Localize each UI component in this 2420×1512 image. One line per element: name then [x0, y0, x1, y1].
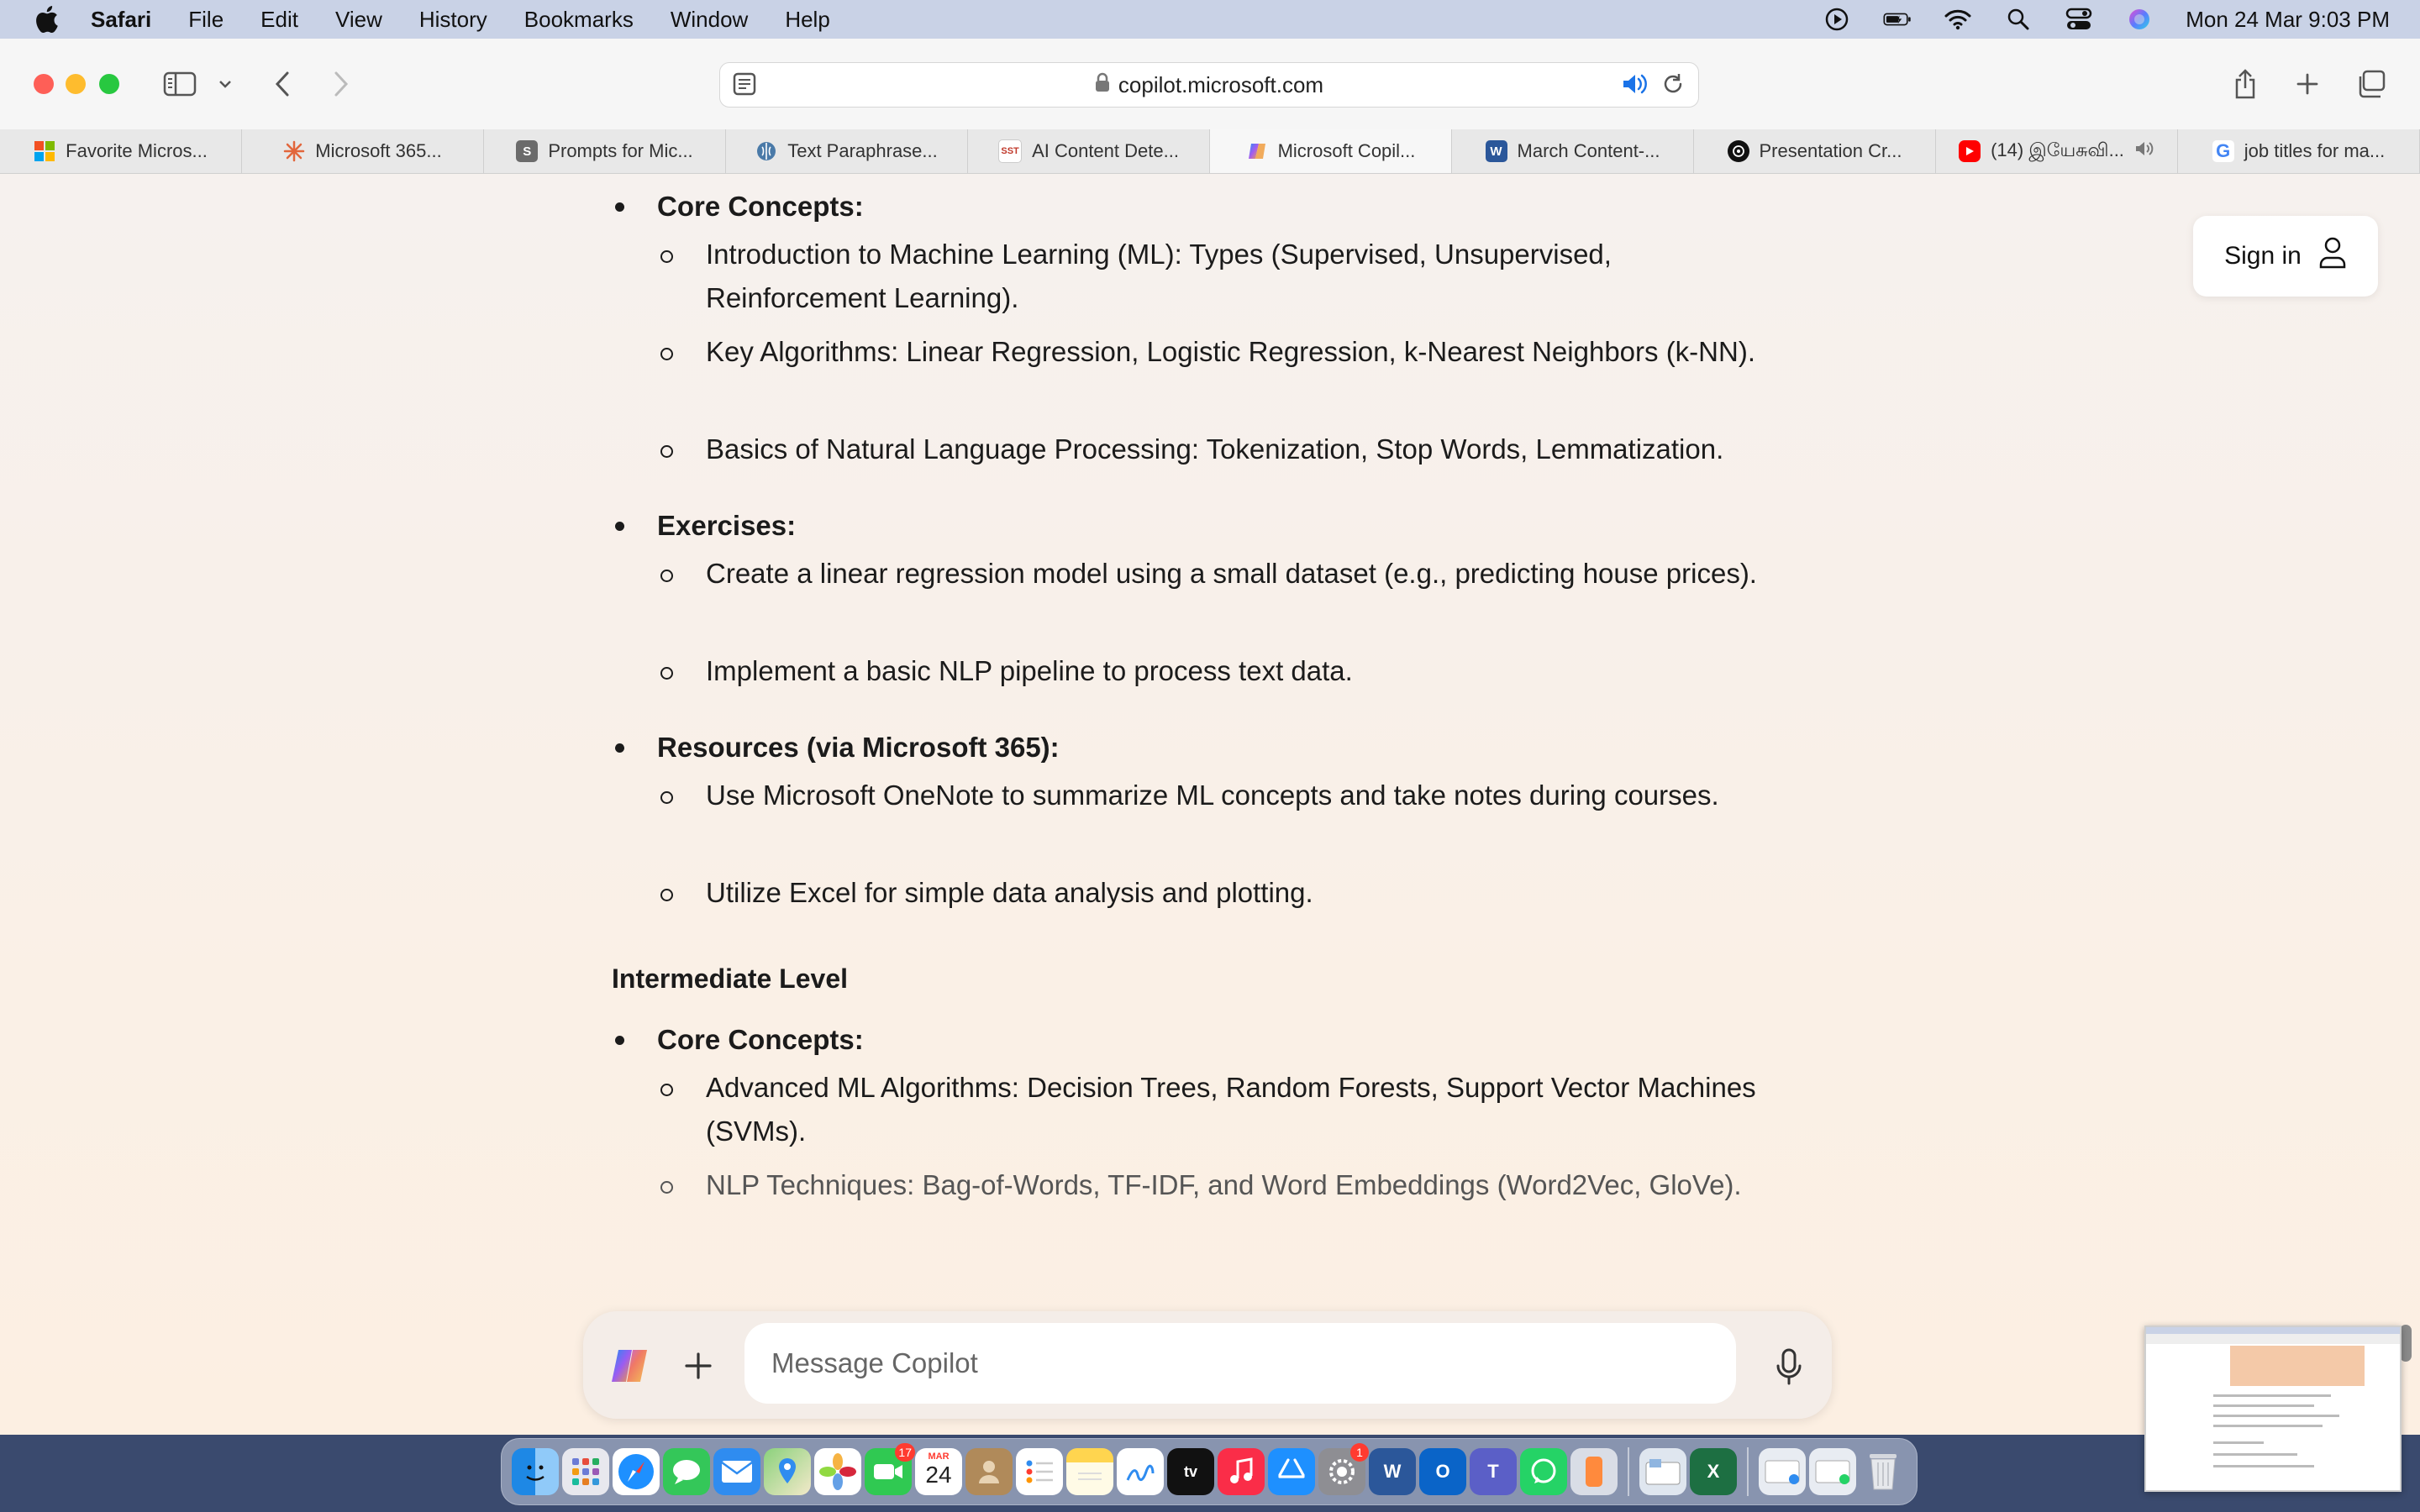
tab-youtube[interactable]: [1936, 129, 2178, 173]
sub-bullet: [660, 570, 673, 582]
tab-bar: [0, 129, 2420, 174]
documents-stack-icon[interactable]: [1809, 1448, 1856, 1495]
sidebar-toggle-icon[interactable]: [161, 66, 198, 102]
chevron-down-icon[interactable]: [215, 66, 235, 102]
siri-icon[interactable]: [2125, 7, 2154, 32]
thumb-line: [2213, 1415, 2339, 1417]
dock-separator: [1747, 1447, 1749, 1496]
trash-icon[interactable]: [1860, 1448, 1907, 1495]
brain-icon: [755, 140, 777, 162]
apple-tv-icon[interactable]: tv: [1167, 1448, 1214, 1495]
list-item-text: Key Algorithms: Linear Regression, Logistic Regression, k-Nearest Neighbors (k-NN).: [706, 336, 1755, 367]
mail-icon[interactable]: [713, 1448, 760, 1495]
tab-label: job titles for ma...: [2244, 140, 2386, 161]
downloads-stack-icon[interactable]: [1759, 1448, 1806, 1495]
sub-bullet: [660, 667, 673, 680]
tab-prompts[interactable]: [484, 129, 726, 173]
tab-audio-icon[interactable]: [1621, 72, 1648, 102]
bullet-dot: [615, 743, 624, 753]
zoom-window-button[interactable]: [99, 74, 119, 94]
browser-toolbar: [0, 39, 2420, 130]
tab-label: Favorite Micros...: [66, 140, 208, 161]
list-item: [706, 649, 1798, 693]
sub-bullet: [660, 348, 673, 360]
tab-label: Microsoft 365...: [315, 140, 442, 161]
music-icon[interactable]: [1218, 1448, 1265, 1495]
facetime-icon[interactable]: [865, 1448, 912, 1495]
tab-march-content[interactable]: [1452, 129, 1694, 173]
safari-icon[interactable]: [613, 1448, 660, 1495]
finder-icon[interactable]: [512, 1448, 559, 1495]
tab-label: (14) இயேசுவி...: [1991, 139, 2124, 160]
apple-menu-icon[interactable]: [34, 5, 59, 34]
list-item: [706, 428, 1815, 471]
tab-label: Microsoft Copil...: [1277, 140, 1416, 161]
bullet-title: Core Concepts:: [657, 191, 864, 222]
list-item-text: Advanced ML Algorithms: Decision Trees, Random Forests, Support Vector Machines (SVMs).: [706, 1072, 1756, 1147]
excel-icon[interactable]: X: [1690, 1448, 1737, 1495]
bullet-dot: [615, 1036, 624, 1045]
play-status-icon[interactable]: [1823, 7, 1851, 32]
tab-microsoft-copilot[interactable]: [1210, 129, 1452, 173]
microsoft-logo-icon: [34, 140, 55, 162]
forward-button[interactable]: [326, 66, 356, 102]
message-composer: [583, 1311, 1832, 1419]
openai-icon: [1728, 140, 1749, 162]
sub-bullet: [660, 791, 673, 804]
app-store-icon[interactable]: [1268, 1448, 1315, 1495]
google-icon: G: [2212, 140, 2234, 162]
menu-edit[interactable]: Edit: [260, 6, 298, 32]
sub-bullet: [660, 250, 673, 263]
microphone-button[interactable]: [1768, 1343, 1810, 1390]
calendar-month: MAR: [928, 1452, 950, 1462]
list-item: [706, 871, 1798, 915]
bullet-title: Resources (via Microsoft 365):: [657, 732, 1060, 763]
list-item: [706, 774, 1798, 817]
menu-window[interactable]: Window: [670, 6, 749, 32]
control-center-icon[interactable]: [2065, 7, 2093, 32]
close-window-button[interactable]: [34, 74, 54, 94]
launchpad-icon[interactable]: [562, 1448, 609, 1495]
minimize-window-button[interactable]: [66, 74, 86, 94]
safari-window: [0, 39, 2420, 1435]
spotlight-search-icon[interactable]: [2004, 7, 2033, 32]
teams-icon[interactable]: T: [1470, 1448, 1517, 1495]
youtube-icon: [1959, 140, 1981, 162]
sign-in-button[interactable]: [2193, 216, 2378, 297]
list-item-text: Introduction to Machine Learning (ML): Types (Supervised, Unsupervised, Reinforcement Learning).: [706, 239, 1612, 313]
list-item-text: Utilize Excel for simple data analysis and plotting.: [706, 877, 1313, 908]
tab-label: Text Paraphrase...: [787, 140, 938, 161]
menubar-clock[interactable]: Mon 24 Mar 9:03 PM: [2186, 6, 2390, 32]
back-button[interactable]: [267, 66, 297, 102]
tab-label: AI Content Dete...: [1032, 140, 1179, 161]
lock-icon: [1095, 72, 1110, 98]
tab-presentation[interactable]: [1694, 129, 1936, 173]
list-item: [706, 233, 1798, 320]
copilot-logo-icon[interactable]: [608, 1345, 650, 1387]
sub-bullet: [660, 889, 673, 901]
new-tab-icon[interactable]: [2292, 66, 2323, 102]
whatsapp-icon[interactable]: [1520, 1448, 1567, 1495]
calendar-icon[interactable]: [915, 1448, 962, 1495]
sign-in-label: Sign in: [2224, 242, 2302, 270]
user-icon: [2318, 236, 2347, 276]
add-attachment-button[interactable]: [677, 1345, 719, 1387]
messages-icon[interactable]: [663, 1448, 710, 1495]
freeform-icon[interactable]: [1117, 1448, 1164, 1495]
menu-view[interactable]: View: [334, 6, 382, 32]
reload-icon[interactable]: [1661, 72, 1685, 102]
message-input[interactable]: [744, 1323, 1736, 1404]
list-item-text: Implement a basic NLP pipeline to process text data.: [706, 655, 1353, 686]
tab-overview-icon[interactable]: [2354, 66, 2388, 102]
maps-icon[interactable]: [764, 1448, 811, 1495]
iphone-mirroring-icon[interactable]: [1570, 1448, 1618, 1495]
copilot-page: [0, 174, 2420, 1435]
calendar-day: 24: [925, 1462, 952, 1488]
thumb-line: [2213, 1404, 2314, 1407]
tab-label: Presentation Cr...: [1759, 140, 1902, 161]
thumb-line: [2213, 1453, 2297, 1456]
menu-file[interactable]: File: [188, 6, 224, 32]
outlook-icon[interactable]: O: [1419, 1448, 1466, 1495]
menu-bookmarks[interactable]: Bookmarks: [523, 6, 634, 32]
photos-icon[interactable]: [814, 1448, 861, 1495]
contacts-icon[interactable]: [965, 1448, 1013, 1495]
thumb-menubar: [2146, 1327, 2400, 1334]
screenshot-thumbnail[interactable]: [2144, 1326, 2402, 1492]
list-item-text: Create a linear regression model using a small dataset (e.g., predicting house prices).: [706, 558, 1757, 589]
page-menu-icon[interactable]: [732, 71, 757, 102]
system-settings-icon[interactable]: [1318, 1448, 1365, 1495]
menu-help[interactable]: Help: [785, 6, 830, 32]
speaker-icon[interactable]: [2134, 139, 2154, 163]
url-text[interactable]: copilot.microsoft.com: [1118, 71, 1324, 97]
list-item: [706, 1066, 1798, 1153]
tab-ai-content-detector[interactable]: [968, 129, 1210, 173]
sst-icon: SST: [998, 139, 1022, 163]
preview-icon[interactable]: [1639, 1448, 1686, 1495]
tab-text-paraphrase[interactable]: [726, 129, 968, 173]
word-icon: W: [1486, 140, 1507, 162]
sub-bullet: [660, 1084, 673, 1096]
menu-bar: [0, 0, 2420, 39]
asterisk-icon: [283, 140, 305, 162]
notes-icon[interactable]: [1066, 1448, 1113, 1495]
word-app-icon[interactable]: W: [1369, 1448, 1416, 1495]
tab-microsoft-365[interactable]: [242, 129, 484, 173]
thumb-line: [2213, 1394, 2331, 1397]
thumb-line: [2213, 1465, 2314, 1467]
sub-bullet: [660, 1181, 673, 1194]
bullet-title: Exercises:: [657, 510, 797, 541]
list-item-text: NLP Techniques: Bag-of-Words, TF-IDF, and Word Embeddings (Word2Vec, GloVe).: [706, 1169, 1742, 1200]
sub-bullet: [660, 445, 673, 458]
share-icon[interactable]: [2230, 66, 2260, 102]
scrollbar-thumb[interactable]: [2400, 1325, 2412, 1362]
reminders-icon[interactable]: [1016, 1448, 1063, 1495]
address-bar[interactable]: [719, 62, 1699, 108]
section-heading: Intermediate Level: [612, 963, 848, 994]
thumb-highlight: [2230, 1346, 2365, 1386]
menu-app-name[interactable]: Safari: [91, 6, 152, 32]
list-item: [706, 330, 1798, 374]
thumb-line: [2213, 1425, 2323, 1427]
list-item-text: Basics of Natural Language Processing: Tokenization, Stop Words, Lemmatization.: [706, 433, 1724, 465]
tab-label: March Content-...: [1517, 140, 1660, 161]
list-item: [706, 552, 1798, 596]
list-item: [706, 1163, 1798, 1207]
bullet-title: Core Concepts:: [657, 1024, 864, 1055]
settings-badge: 1: [1350, 1443, 1369, 1462]
bullet-dot: [615, 202, 624, 212]
tab-job-titles[interactable]: [2178, 129, 2420, 173]
list-item-text: Use Microsoft OneNote to summarize ML concepts and take notes during courses.: [706, 780, 1719, 811]
tab-favorite-microsoft[interactable]: [0, 129, 242, 173]
bullet-dot: [615, 522, 624, 531]
thumb-line: [2213, 1441, 2264, 1444]
facetime-badge: 17: [895, 1443, 915, 1462]
tab-label: Prompts for Mic...: [548, 140, 693, 161]
wifi-icon[interactable]: [1944, 7, 1972, 32]
battery-icon[interactable]: [1883, 7, 1912, 32]
copilot-icon: [1246, 140, 1268, 162]
menu-history[interactable]: History: [418, 6, 487, 32]
dock: [501, 1438, 1918, 1505]
s-letter-icon: S: [516, 140, 538, 162]
thumb-toolbar: [2146, 1334, 2400, 1344]
dock-separator: [1628, 1447, 1629, 1496]
